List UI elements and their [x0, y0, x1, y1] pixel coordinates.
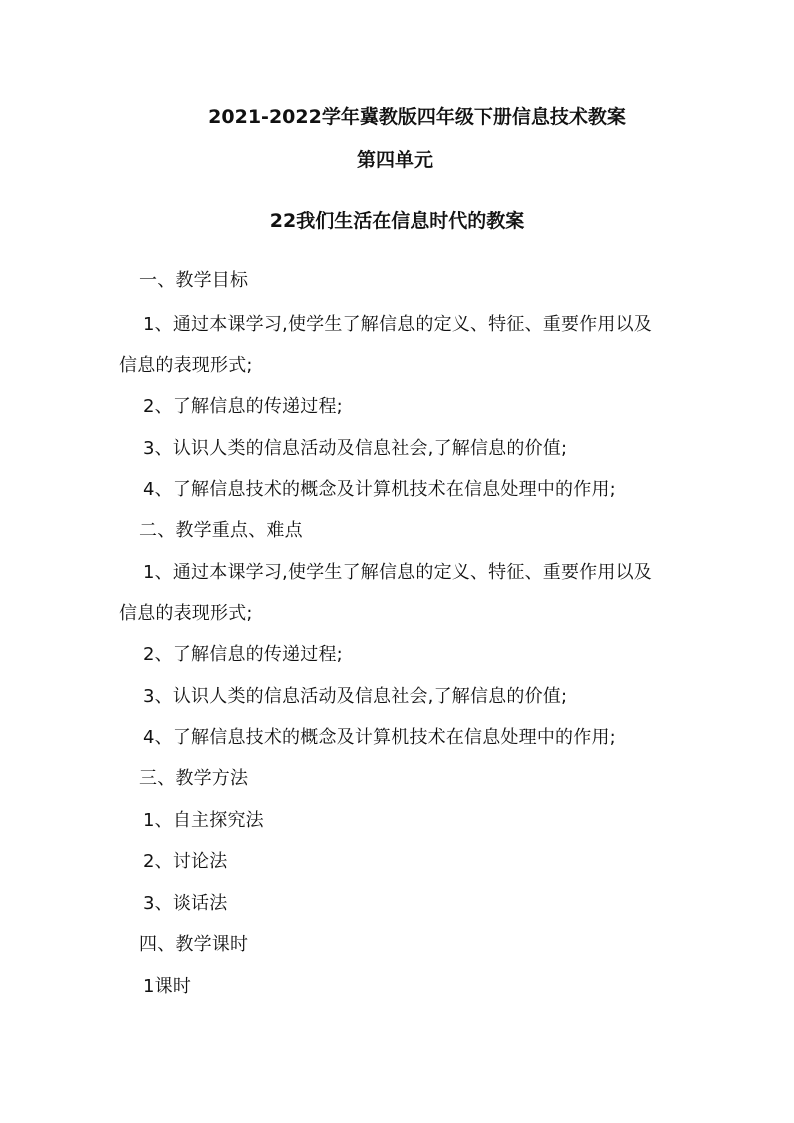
lesson-title: 22我们生活在信息时代的教案: [269, 210, 525, 232]
document-title: 2021-2022学年冀教版四年级下册信息技术教案: [208, 106, 626, 128]
section-heading-objectives: 一、教学目标: [139, 270, 249, 291]
key-point-1-cont: 信息的表现形式;: [119, 603, 253, 624]
method-1: 1、自主探究法: [143, 810, 264, 831]
section-heading-methods: 三、教学方法: [139, 768, 249, 789]
section-heading-periods: 四、教学课时: [139, 934, 249, 955]
objective-2: 2、了解信息的传递过程;: [143, 396, 343, 417]
objective-4: 4、了解信息技术的概念及计算机技术在信息处理中的作用;: [143, 479, 616, 500]
period-count: 1课时: [143, 976, 192, 997]
unit-title: 第四单元: [356, 149, 433, 171]
section-heading-key-points: 二、教学重点、难点: [139, 520, 303, 541]
method-3: 3、谈话法: [143, 893, 228, 914]
key-point-3: 3、认识人类的信息活动及信息社会,了解信息的价值;: [143, 686, 568, 707]
method-2: 2、讨论法: [143, 851, 228, 872]
key-point-4: 4、了解信息技术的概念及计算机技术在信息处理中的作用;: [143, 727, 616, 748]
objective-1: 1、通过本课学习,使学生了解信息的定义、特征、重要作用以及: [143, 314, 652, 335]
key-point-2: 2、了解信息的传递过程;: [143, 644, 343, 665]
objective-1-cont: 信息的表现形式;: [119, 355, 253, 376]
objective-3: 3、认识人类的信息活动及信息社会,了解信息的价值;: [143, 438, 568, 459]
key-point-1: 1、通过本课学习,使学生了解信息的定义、特征、重要作用以及: [143, 562, 652, 583]
